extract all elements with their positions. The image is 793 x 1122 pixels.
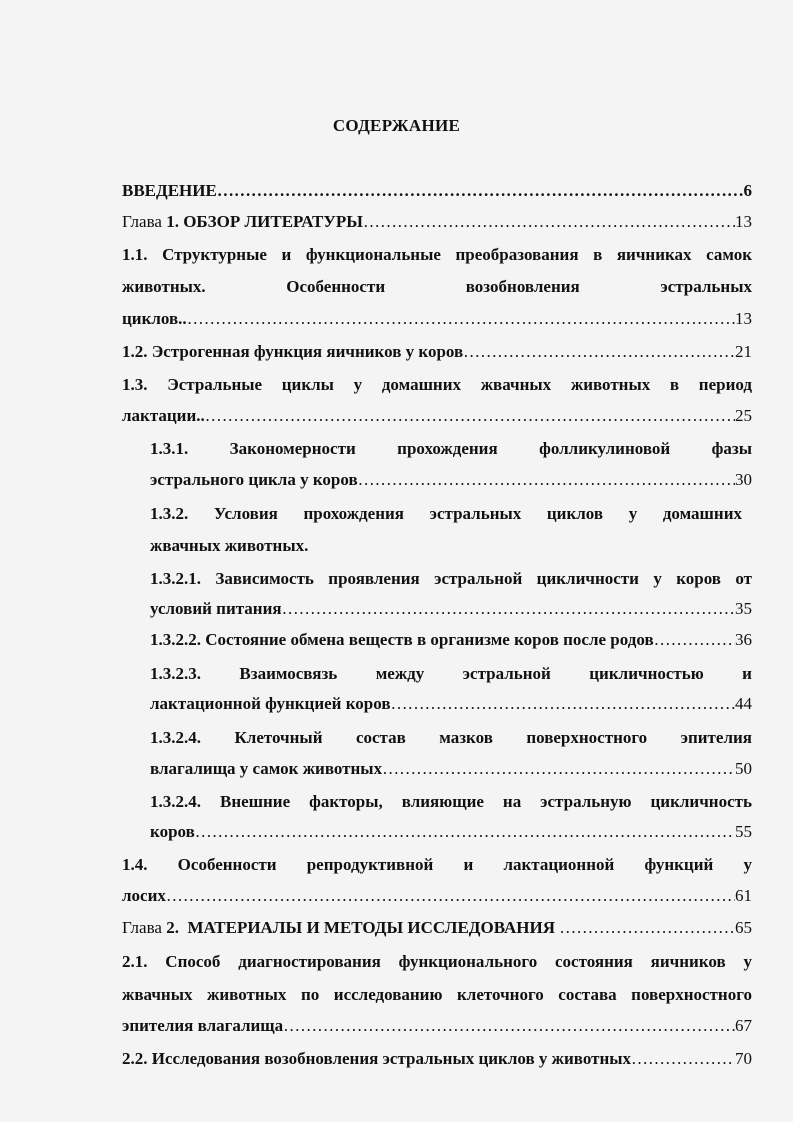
word: фолликулиновой	[539, 439, 671, 458]
toc-entry-1-3-2-4a-line-1[interactable]	[150, 728, 752, 750]
page-number: 30	[735, 470, 752, 489]
toc-entry-1-3-2-3-line-2[interactable]	[150, 694, 752, 716]
word: и	[742, 664, 752, 683]
word: животных.	[122, 277, 206, 296]
page-number: 35	[735, 599, 752, 618]
toc-entry-1-3-2-line-2[interactable]: жвачных животных.	[150, 536, 309, 555]
word: поверхностного	[526, 728, 648, 747]
leader-dots	[205, 406, 735, 426]
toc-entry-1-3-2-4a-line-2[interactable]	[150, 759, 752, 781]
toc-entry-1-3-line-2[interactable]	[122, 406, 752, 428]
entry-label: эпителия влагалища	[122, 1016, 284, 1035]
page-number: 70	[735, 1049, 752, 1068]
word: Клеточный	[234, 728, 323, 747]
word: Взаимосвязь	[239, 664, 338, 683]
toc-entry-1-4-line-1[interactable]	[122, 855, 752, 877]
entry-label: влагалища у самок животных	[150, 759, 383, 778]
word: Особенности	[286, 277, 386, 296]
leader-dots	[195, 822, 735, 842]
leader-dots	[358, 470, 735, 490]
toc-entry-2-1-line-3[interactable]	[122, 1016, 752, 1038]
page-number: 55	[735, 822, 752, 841]
entry-label: лосих	[122, 886, 166, 905]
word: репродуктивной	[306, 855, 434, 874]
page-number: 36	[735, 630, 752, 649]
toc-entry-1-3-2-line-1[interactable]: 1.3.2. Условия прохождения эстральных циклов у домашних	[150, 504, 742, 523]
toc-entry-1-3-2-1-line-1[interactable]: 1.3.2.1. Зависимость проявления эстральной цикличности у коров от	[150, 569, 752, 588]
word: 1.3.2.3.	[150, 664, 201, 683]
leader-dots	[654, 630, 735, 650]
page-number: 67	[735, 1016, 752, 1035]
page-number: 13	[735, 212, 752, 231]
toc-entry-1-1-line-3[interactable]	[122, 309, 752, 331]
chapter-prefix: Глава	[122, 918, 162, 937]
word: между	[375, 664, 425, 683]
chapter-number: 1.	[166, 212, 179, 231]
word: функций	[644, 855, 714, 874]
leader-dots	[363, 212, 735, 232]
entry-label: МАТЕРИАЛЫ И МЕТОДЫ ИССЛЕДОВАНИЯ	[187, 918, 555, 937]
leader-dots	[187, 309, 735, 329]
toc-entry-1-2[interactable]	[122, 342, 752, 364]
toc-entry-1-3-line-1[interactable]: 1.3. Эстральные циклы у домашних жвачных животных в период	[122, 375, 752, 394]
word: Особенности	[177, 855, 277, 874]
leader-dots	[166, 886, 735, 906]
word: эстральной	[462, 664, 551, 683]
word: 1.3.2.4.	[150, 728, 201, 747]
word: мазков	[439, 728, 493, 747]
entry-label: циклов..	[122, 309, 187, 328]
toc-entry-intro[interactable]	[122, 181, 752, 203]
word: возобновления	[465, 277, 580, 296]
entry-label: лактационной функцией коров	[150, 694, 391, 713]
toc-entry-1-1-line-2[interactable]	[122, 277, 752, 299]
page-number: 50	[735, 759, 752, 778]
page-number: 25	[735, 406, 752, 425]
toc-entry-2-1-line-1[interactable]: 2.1. Способ диагностирования функционального состояния яичников у	[122, 952, 752, 971]
toc-entry-1-4-line-2[interactable]	[122, 886, 752, 908]
entry-label: 2.2. Исследования возобновления эстральных циклов у животных	[122, 1049, 632, 1068]
entry-label: коров	[150, 822, 195, 841]
toc-entry-1-3-2-2[interactable]	[150, 630, 752, 652]
word: фазы	[711, 439, 752, 458]
entry-label: ВВЕДЕНИЕ	[122, 181, 217, 200]
leader-dots	[283, 1016, 735, 1036]
toc-entry-chapter-1[interactable]	[122, 212, 752, 234]
toc-entry-2-2[interactable]	[122, 1049, 752, 1071]
entry-label: условий питания	[150, 599, 282, 618]
word: прохождения	[397, 439, 498, 458]
word: состав	[355, 728, 406, 747]
word: 1.4.	[122, 855, 148, 874]
toc-entry-1-3-2-4b-line-2[interactable]	[150, 822, 752, 844]
leader-dots	[559, 918, 735, 938]
word: эстральных	[660, 277, 752, 296]
page-number: 13	[735, 309, 752, 328]
leader-dots	[382, 759, 735, 779]
entry-label: лактации..	[122, 406, 205, 425]
word: Закономерности	[229, 439, 356, 458]
leader-dots	[391, 694, 735, 714]
page-number: 21	[735, 342, 752, 361]
leader-dots	[217, 181, 744, 201]
leader-dots	[631, 1049, 735, 1069]
page-number: 44	[735, 694, 752, 713]
word: эпителия	[680, 728, 752, 747]
page-number: 6	[743, 181, 752, 200]
toc-entry-chapter-2[interactable]	[122, 918, 752, 940]
page-number: 61	[735, 886, 752, 905]
word: цикличностью	[589, 664, 704, 683]
page-number: 65	[735, 918, 752, 937]
entry-label: 1.2. Эстрогенная функция яичников у коров	[122, 342, 464, 361]
toc-entry-1-3-1-line-2[interactable]	[150, 470, 752, 492]
entry-label: ОБЗОР ЛИТЕРАТУРЫ	[183, 212, 363, 231]
toc-entry-1-3-2-3-line-1[interactable]	[150, 664, 752, 686]
word: 1.3.1.	[150, 439, 189, 458]
toc-entry-1-3-2-4b-line-1[interactable]: 1.3.2.4. Внешние факторы, влияющие на эстральную цикличность	[150, 792, 752, 811]
entry-label: эстрального цикла у коров	[150, 470, 358, 489]
page-title: СОДЕРЖАНИЕ	[332, 116, 461, 135]
toc-entry-1-3-1-line-1[interactable]	[150, 439, 752, 461]
word: у	[743, 855, 752, 874]
word: и	[463, 855, 474, 874]
chapter-prefix: Глава	[122, 212, 162, 231]
toc-entry-1-1-line-1[interactable]: 1.1. Структурные и функциональные преобразования в яичниках самок	[122, 245, 752, 264]
chapter-number: 2.	[166, 918, 179, 937]
entry-label: 1.3.2.2. Состояние обмена веществ в организме коров после родов	[150, 630, 654, 649]
toc-entry-2-1-line-2[interactable]: жвачных животных по исследованию клеточного состава поверхностного	[122, 985, 752, 1004]
leader-dots	[282, 599, 735, 619]
toc-entry-1-3-2-1-line-2[interactable]	[150, 599, 752, 621]
word: лактационной	[503, 855, 615, 874]
leader-dots	[463, 342, 735, 362]
